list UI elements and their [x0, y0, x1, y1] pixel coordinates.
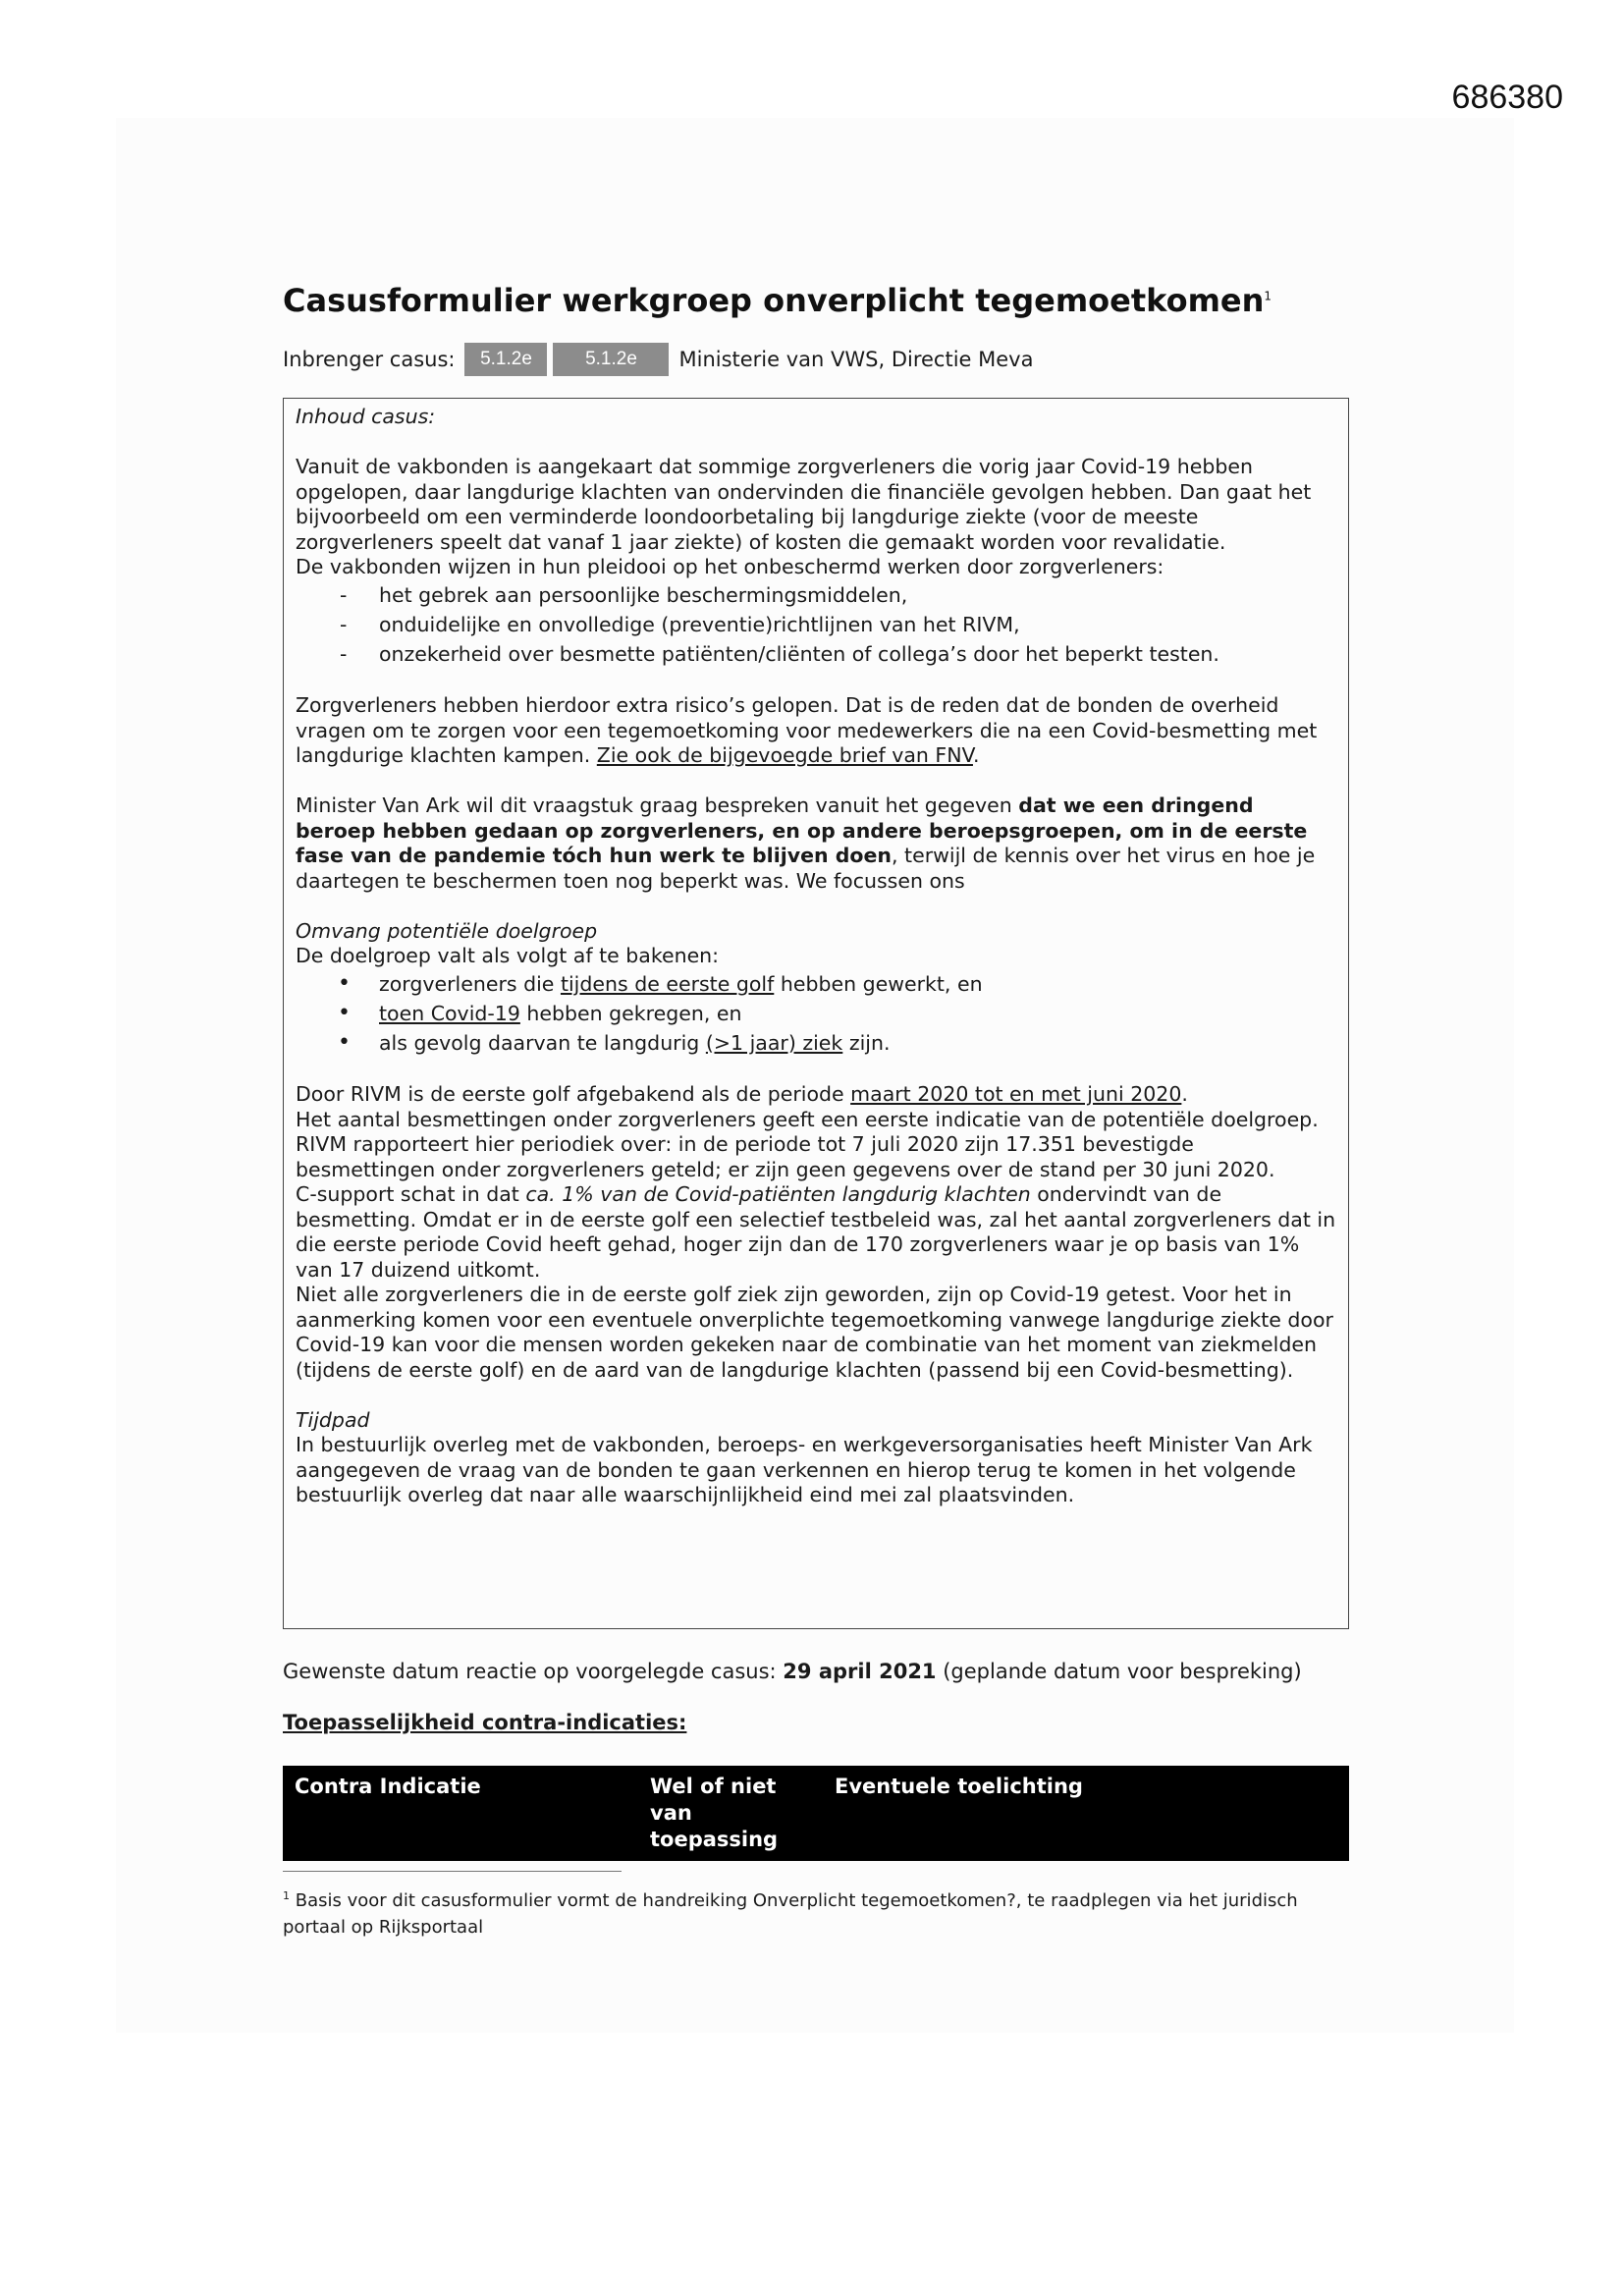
- timeline-heading: Tijdpad: [296, 1407, 370, 1432]
- column-header: Contra Indicatie: [295, 1775, 481, 1798]
- submitter-value: Ministerie van VWS, Directie Meva: [678, 348, 1034, 371]
- item-text: zijn.: [848, 1030, 891, 1055]
- scope-heading: Omvang potentiële doelgroep: [296, 918, 598, 943]
- list-item: - onduidelijke en onvolledige (preventie)richtlijnen van het RIVM,: [296, 610, 1336, 639]
- paragraph-text: .: [972, 743, 980, 767]
- case-paragraph: Niet alle zorgverleners die in de eerste golf ziek zijn geworden, zijn op Covid-19 getest. Voor het in aanmerking komen voor een eventuele onverplichte tegemoetkoming vanwege langdurige ziekte door Covid-19 kan voor die mensen worden gekeken naar de combinatie van het moment van ziekmelden (tijdens de eerste golf) en de aard van de langdurige klachten (passend bij een Covid-besmetting).: [296, 1283, 1333, 1382]
- page-title: [283, 282, 1272, 319]
- list-item: [296, 969, 1336, 999]
- submitter-row: [283, 341, 1033, 378]
- underlined-text: (>1 jaar) ziek: [705, 1030, 843, 1055]
- fnv-letter-link[interactable]: Zie ook de bijgevoegde brief van FNV: [596, 743, 973, 767]
- paragraph-text: .: [1181, 1082, 1188, 1106]
- contra-indications-heading: Toepasselijkheid contra-indicaties:: [283, 1711, 687, 1734]
- case-paragraph: Vanuit de vakbonden is aangekaart dat sommige zorgverleners die vorig jaar Covid-19 hebben opgelopen, daar langdurige klachten van ondervinden die financiële gevolgen hebben. Dan gaat het bijvoorbeeld om een verminderde loondoorbetaling bij langdurige ziekte (voor de meeste zorgverleners speelt dat vanaf 1 jaar ziekte) of kosten die gemaakt worden voor revalidatie.: [296, 455, 1312, 554]
- title-text: Casusformulier werkgroep onverplicht tegemoetkomen: [283, 282, 1265, 319]
- column-header: Eventuele toelichting: [835, 1775, 1083, 1798]
- document-id: 686380: [1451, 79, 1563, 116]
- footnote: [283, 1883, 1353, 1941]
- submitter-label: Inbrenger casus:: [283, 348, 456, 371]
- case-paragraph: [296, 693, 1336, 769]
- item-text: als gevolg daarvan te langdurig: [379, 1030, 700, 1055]
- footnote-divider: [283, 1871, 622, 1872]
- list-item: - onzekerheid over besmette patiënten/cliënten of collega’s door het beperkt testen.: [296, 639, 1336, 669]
- item-text: hebben gekregen, en: [526, 1001, 742, 1025]
- underlined-text: maart 2020 tot en met juni 2020: [850, 1082, 1182, 1106]
- concerns-list: [296, 580, 1336, 669]
- italic-text: ca. 1% van de Covid-patiënten langdurig klachten: [525, 1182, 1031, 1206]
- paragraph-text: ondervindt van de besmetting. Omdat er in de eerste golf een selectief testbeleid was, zal het aantal zorgverleners dat in die eerste periode Covid heeft gehad, hoger zijn dan de 170 zorgverleners waar je op basis van 1% van 17 duizend uitkomt.: [296, 1182, 1336, 1282]
- item-text: hebben gewerkt, en: [780, 971, 983, 996]
- redaction-box: 5.1.2e: [464, 343, 547, 376]
- underlined-text: toen Covid-19: [379, 1001, 520, 1025]
- case-paragraph: [296, 1182, 1336, 1283]
- case-paragraph: [296, 1082, 1336, 1108]
- contra-indications-table: [283, 1766, 1349, 1861]
- target-group-list: [296, 969, 1336, 1058]
- bold-text: dat we een dringend beroep hebben gedaan op zorgverleners, en op andere beroepsgroepen, om in de eerste fase van de pandemie tóch hun werk te blijven doen: [296, 793, 1308, 867]
- desired-date-value: 29 april 2021: [783, 1660, 937, 1683]
- table-header-row: [283, 1766, 1349, 1861]
- case-paragraph: [296, 793, 1336, 894]
- case-content-box: [283, 398, 1349, 1629]
- case-paragraph: Het aantal besmettingen onder zorgverleners geeft een eerste indicatie van de potentiële doelgroep. RIVM rapporteert hier periodiek over: in de periode tot 7 juli 2020 zijn 17.351 bevestigde besmettingen onder zorgverleners geteld; er zijn geen gegevens over de stand per 30 juni 2020.: [296, 1107, 1319, 1181]
- paragraph-text: C-support schat in dat: [296, 1182, 519, 1206]
- desired-date-note: (geplande datum voor bespreking): [943, 1660, 1302, 1683]
- title-footnote-ref: 1: [1264, 289, 1272, 303]
- paragraph-text: Minister Van Ark wil dit vraagstuk graag bespreken vanuit het gegeven: [296, 793, 1012, 817]
- paragraph-text: , terwijl de kennis over het virus en hoe je daartegen te beschermen toen nog beperkt was. We focussen ons: [296, 844, 1316, 893]
- list-item: [296, 999, 1336, 1028]
- column-header: Wel of niet van toepassing: [650, 1775, 779, 1851]
- redaction-box: 5.1.2e: [553, 343, 669, 376]
- underlined-text: tijdens de eerste golf: [560, 971, 775, 996]
- paragraph-text: Door RIVM is de eerste golf afgebakend als de periode: [296, 1082, 844, 1106]
- footnote-text: Basis voor dit casusformulier vormt de handreiking Onverplicht tegemoetkomen?, te raadplegen via het juridisch portaal op Rijksportaal: [283, 1890, 1298, 1938]
- list-item: [296, 1028, 1336, 1058]
- desired-date-line: [283, 1660, 1302, 1683]
- case-heading: Inhoud casus:: [296, 405, 436, 428]
- desired-date-label: Gewenste datum reactie op voorgelegde casus:: [283, 1660, 777, 1683]
- case-paragraph: In bestuurlijk overleg met de vakbonden, beroeps- en werkgeversorganisaties heeft Minister Van Ark aangegeven de vraag van de bonden te gaan verkennen en hierop terug te komen in het volgende bestuurlijk overleg dat naar alle waarschijnlijkheid eind mei zal plaatsvinden.: [296, 1433, 1313, 1506]
- paragraph-text: Zorgverleners hebben hierdoor extra risico’s gelopen. Dat is de reden dat de bonden de overheid vragen om te zorgen voor een tegemoetkoming voor medewerkers die na een Covid-besmetting met langdurige klachten kampen.: [296, 693, 1318, 767]
- item-text: zorgverleners die: [379, 971, 555, 996]
- footnote-marker: 1: [283, 1889, 290, 1902]
- list-item: - het gebrek aan persoonlijke beschermingsmiddelen,: [296, 580, 1336, 610]
- scope-intro: De doelgroep valt als volgt af te bakenen:: [296, 944, 720, 967]
- case-paragraph: De vakbonden wijzen in hun pleidooi op het onbeschermd werken door zorgverleners:: [296, 555, 1164, 578]
